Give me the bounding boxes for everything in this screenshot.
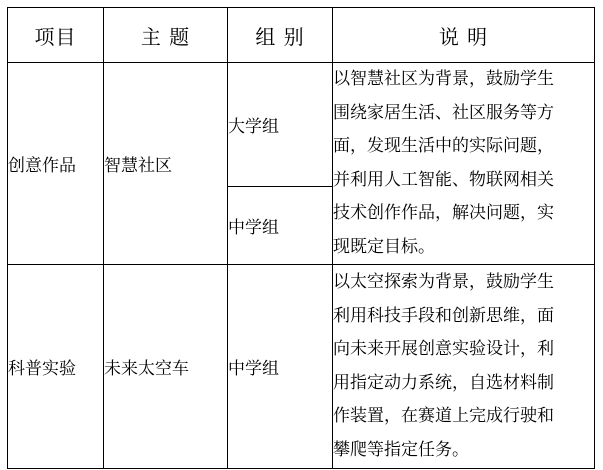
item-cell: 创意作品 bbox=[8, 63, 104, 265]
description-line: 利用科技手段和创新思维，面 bbox=[333, 305, 554, 326]
group-cell: 中学组 bbox=[228, 265, 333, 469]
description-line: 用指定动力系统，自选材料制 bbox=[333, 372, 554, 393]
table-row bbox=[8, 63, 595, 187]
header-group: 组 别 bbox=[228, 8, 333, 63]
header-item: 项目 bbox=[8, 8, 104, 63]
description-line: 面，发现生活中的实际问题， bbox=[333, 136, 554, 156]
theme-cell: 智慧社区 bbox=[104, 63, 228, 265]
header-theme: 主 题 bbox=[104, 8, 228, 63]
description-line: 技术创作作品，解决问题，实 bbox=[333, 203, 554, 223]
competition-table bbox=[7, 7, 595, 469]
item-cell: 科普实验 bbox=[8, 265, 104, 469]
description-line: 攀爬等指定任务。 bbox=[333, 439, 469, 460]
description-cell bbox=[333, 63, 595, 265]
description-line: 现既定目标。 bbox=[333, 236, 435, 257]
description-line: 并利用人工智能、物联网相关 bbox=[333, 169, 554, 190]
group-cell: 中学组 bbox=[228, 187, 333, 265]
description-line: 以智慧社区为背景，鼓励学生 bbox=[333, 69, 554, 89]
description-line: 向未来开展创意实验设计，利 bbox=[333, 339, 554, 359]
group-cell: 大学组 bbox=[228, 63, 333, 187]
description-line: 作装置，在赛道上完成行驶和 bbox=[333, 406, 554, 426]
header-description: 说 明 bbox=[333, 8, 595, 63]
description-cell bbox=[333, 265, 595, 469]
description-line: 以太空探索为背景，鼓励学生 bbox=[333, 272, 554, 292]
theme-cell: 未来太空车 bbox=[104, 265, 228, 469]
table-row bbox=[8, 265, 595, 469]
description-line: 围绕家居生活、社区服务等方 bbox=[333, 102, 554, 123]
header-row bbox=[8, 8, 595, 63]
